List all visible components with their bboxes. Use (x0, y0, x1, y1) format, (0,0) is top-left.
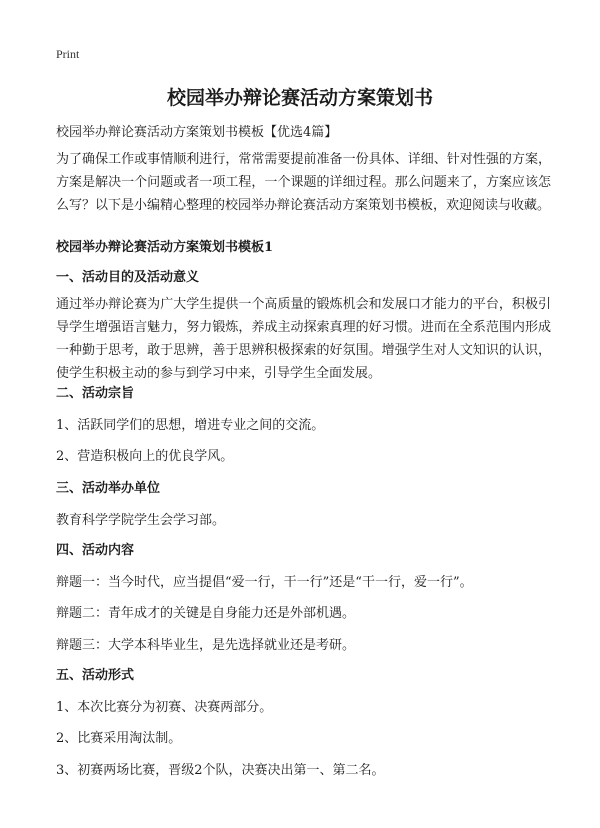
organizer-text: 教育科学学院学生会学习部。 (56, 513, 226, 528)
debate-topic-item: 辩题一：当今时代，应当提倡“爱一行，干一行”还是“干一行，爱一行”。 (56, 575, 473, 590)
debate-topic-item: 辩题三：大学本科毕业生，是先选择就业还是考研。 (56, 638, 356, 653)
document-subtitle: 校园举办辩论赛活动方案策划书模板【优选4篇】 (56, 125, 338, 140)
template-heading: 校园举办辩论赛活动方案策划书模板1 (56, 240, 274, 255)
format-item: 3、初赛两场比赛，晋级2个队，决赛决出第一、第二名。 (56, 763, 385, 778)
tenet-item: 2、营造积极向上的优良学风。 (56, 449, 234, 464)
section-heading-purpose: 一、活动目的及活动意义 (56, 270, 200, 285)
section-heading-format: 五、活动形式 (56, 668, 135, 683)
purpose-paragraph: 通过举办辩论赛为广大学生提供一个高质量的锻炼机会和发展口才能力的平台，积极引导学生增强语言魅力，努力锻炼，养成主动探索真理的好习惯。进而在全系范围内形成一种勤于思考，敢于思辨，善于思辨积极探索的好氛围。增强学生对人文知识的认识，使学生积极主动的参与到学习中来，引导学生全面发展。 (56, 297, 551, 381)
tenet-item: 1、活跃同学们的思想，增进专业之间的交流。 (56, 418, 325, 433)
format-item: 2、比赛采用淘汰制。 (56, 731, 182, 746)
section-heading-organizer: 三、活动举办单位 (56, 481, 161, 496)
section-heading-tenet: 二、活动宗旨 (56, 386, 135, 401)
debate-topic-item: 辩题二：青年成才的关键是自身能力还是外部机遇。 (56, 606, 356, 621)
section-heading-content: 四、活动内容 (56, 543, 135, 558)
print-link[interactable]: Print (56, 47, 80, 61)
intro-paragraph: 为了确保工作或事情顺利进行，常常需要提前准备一份具体、详细、针对性强的方案，方案是解决一个问题或者一项工程，一个课题的详细过程。那么问题来了，方案应该怎么写？以下是小编精心整理的校园举办辩论赛活动方案策划书模板，欢迎阅读与收藏。 (56, 152, 551, 213)
format-item: 1、本次比赛分为初赛、决赛两部分。 (56, 700, 273, 715)
page-title: 校园举办辩论赛活动方案策划书 (166, 87, 433, 109)
